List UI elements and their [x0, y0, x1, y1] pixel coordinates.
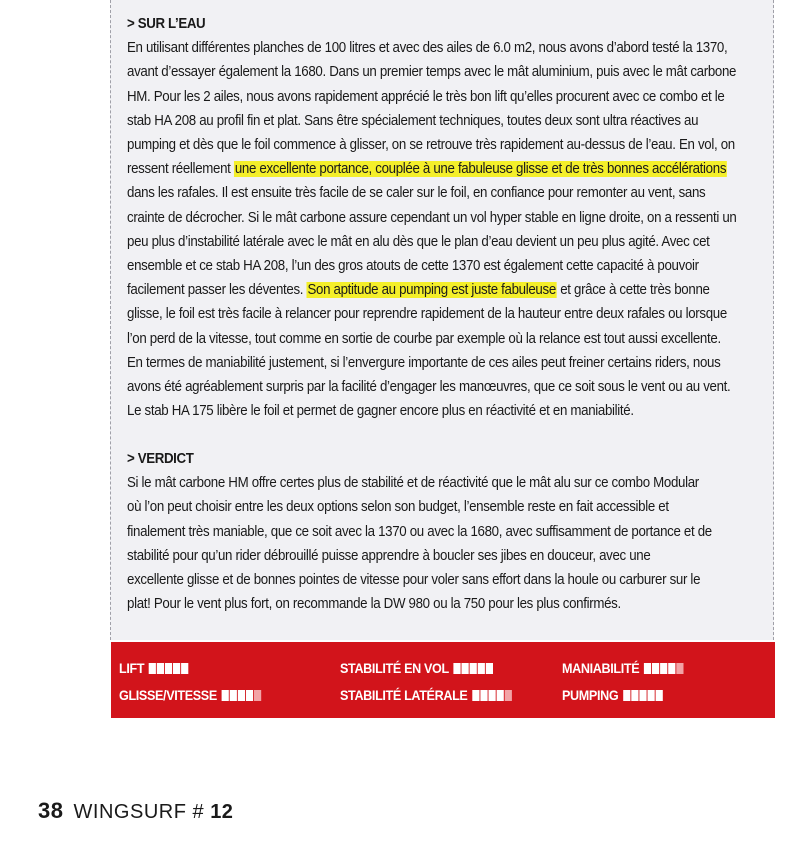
rating-squares: [472, 690, 512, 701]
rating-square-full: [486, 663, 493, 674]
page-number: 38: [38, 798, 64, 823]
text-segment: pumping et dès que le foil commence à glisser, on se retrouve très rapidement au-dessus de l’eau. En vol, on: [127, 137, 735, 154]
rating-square-full: [668, 663, 675, 674]
text-segment: ensemble et ce stab HA 208, l’un des gros atouts de cette 1370 est également cette capacité à pouvoir: [127, 258, 699, 275]
rating-square-half: [676, 663, 683, 674]
text-line: [127, 36, 769, 60]
rating-label: GLISSE/VITESSE: [119, 687, 217, 703]
text-line: [127, 278, 769, 302]
rating-squares: [623, 690, 663, 701]
highlighted-text: Son aptitude au pumping est juste fabuleuse: [307, 282, 556, 299]
text-line: [127, 133, 769, 157]
rating-square-half: [254, 690, 261, 701]
rating-square-full: [470, 663, 477, 674]
text-line: où l’on peut choisir entre les deux options selon son budget, l’ensemble reste en fait accessible et: [127, 499, 669, 516]
text-line: [127, 230, 769, 254]
issue-number: 12: [210, 801, 234, 823]
rating-stabilite-en-vol: [340, 660, 493, 676]
ratings-bar: [111, 642, 775, 718]
rating-square-full: [488, 690, 495, 701]
rating-square-full: [496, 690, 503, 701]
text-segment: ressent réellement: [127, 161, 234, 178]
text-segment: En termes de maniabilité justement, si l’envergure importante de ces ailes peut freiner certains riders, nous: [127, 354, 721, 371]
rating-square-full: [229, 690, 236, 701]
text-segment: peu plus d’instabilité latérale avec le mât en alu dès que le plan d’eau devient un peu plus agité. Avec cet: [127, 233, 710, 250]
rating-square-half: [504, 690, 511, 701]
text-segment: dans les rafales. Il est ensuite très facile de se caler sur le foil, en confiance pour remonter au vent, sans: [127, 185, 706, 202]
text-segment: avons été agréablement surpris par la facilité d’engager les manœuvres, que ce soit sous le vent ou au vent.: [127, 379, 731, 396]
section-title-sur-leau: > SUR L’EAU: [127, 16, 206, 32]
rating-square-full: [246, 690, 253, 701]
text-segment: crainte de décrocher. Si le mât carbone assure cependant un vol hyper stable en ligne droite, on a ressenti un: [127, 209, 737, 226]
text-line: [127, 181, 769, 205]
rating-square-full: [173, 663, 180, 674]
rating-squares: [453, 663, 493, 674]
text-line: [127, 254, 769, 278]
rating-square-full: [631, 690, 638, 701]
text-segment: et grâce à cette très bonne: [556, 282, 710, 299]
rating-square-full: [480, 690, 487, 701]
text-line: [127, 375, 769, 399]
rating-square-full: [623, 690, 630, 701]
text-line: [127, 302, 769, 326]
text-line: [127, 157, 769, 181]
rating-square-full: [639, 690, 646, 701]
rating-squares: [644, 663, 684, 674]
rating-glisse-vitesse: [119, 687, 261, 703]
text-segment: Le stab HA 175 libère le foil et permet de gagner encore plus en réactivité et en maniabilité.: [127, 403, 634, 420]
highlighted-text: une excellente portance, couplée à une fabuleuse glisse et de très bonnes accélérations: [234, 161, 727, 178]
rating-square-full: [453, 663, 460, 674]
rating-squares: [149, 663, 189, 674]
text-segment: En utilisant différentes planches de 100 litres et avec des ailes de 6.0 m2, nous avons d’abord testé la 1370,: [127, 40, 728, 57]
text-line: finalement très maniable, que ce soit avec la 1370 ou avec la 1680, avec suffisamment de portance et de: [127, 523, 712, 540]
text-line: [127, 109, 769, 133]
magazine-name: WINGSURF: [73, 801, 187, 823]
section-sur-leau: [127, 12, 769, 423]
text-line: [127, 206, 769, 230]
rating-square-full: [461, 663, 468, 674]
text-line: stabilité pour qu’un rider débrouillé puisse apprendre à boucler ses jibes en douceur, avec une: [127, 547, 651, 564]
rating-square-full: [472, 690, 479, 701]
text-segment: facilement passer les déventes.: [127, 282, 307, 299]
text-segment: glisse, le foil est très facile à relancer pour reprendre rapidement de la hauteur entre deux rafales ou lorsque: [127, 306, 727, 323]
text-segment: l’on perd de la vitesse, tout comme en sortie de courbe par exemple où la relance est tout aussi excellente.: [127, 330, 721, 347]
rating-square-full: [652, 663, 659, 674]
rating-label: STABILITÉ EN VOL: [340, 660, 449, 676]
text-line: [127, 60, 769, 84]
text-line: [127, 399, 769, 423]
rating-square-full: [478, 663, 485, 674]
rating-square-full: [647, 690, 654, 701]
text-line: [127, 327, 769, 351]
text-segment: HM. Pour les 2 ailes, nous avons rapidement apprécié le très bon lift qu’elles procurent avec ce combo et le: [127, 88, 725, 105]
section-verdict: [127, 447, 769, 616]
rating-squares: [221, 690, 261, 701]
rating-maniabilite: [562, 660, 683, 676]
rating-square-full: [157, 663, 164, 674]
section-body-sur-leau: [127, 36, 769, 423]
rating-square-full: [655, 690, 662, 701]
rating-label: MANIABILITÉ: [562, 660, 640, 676]
rating-square-full: [165, 663, 172, 674]
rating-label: STABILITÉ LATÉRALE: [340, 687, 468, 703]
section-body-verdict: [127, 471, 769, 616]
text-segment: stab HA 208 au profil fin et plat. Sans être spécialement techniques, toutes deux sont ultra réactives au: [127, 112, 699, 129]
rating-square-full: [238, 690, 245, 701]
rating-square-full: [221, 690, 228, 701]
section-title-verdict: > VERDICT: [127, 451, 194, 467]
text-line: Si le mât carbone HM offre certes plus de stabilité et de réactivité que le mât alu sur ce combo Modular: [127, 475, 699, 492]
text-line: [127, 85, 769, 109]
page-footer: [38, 798, 233, 824]
rating-square-full: [149, 663, 156, 674]
rating-square-full: [644, 663, 651, 674]
issue-prefix: #: [192, 801, 205, 823]
text-line: excellente glisse et de bonnes pointes de vitesse pour voler sans effort dans la houle ou carburer sur le: [127, 572, 701, 589]
rating-pumping: [562, 687, 662, 703]
rating-square-full: [181, 663, 188, 674]
text-line: [127, 351, 769, 375]
rating-lift: [119, 660, 188, 676]
rating-square-full: [660, 663, 667, 674]
rating-stabilite-laterale: [340, 687, 512, 703]
text-segment: avant d’essayer également la 1680. Dans un premier temps avec le mât aluminium, puis avec le mât carbone: [127, 64, 737, 81]
rating-label: LIFT: [119, 660, 145, 676]
rating-label: PUMPING: [562, 687, 619, 703]
text-line: plat! Pour le vent plus fort, on recommande la DW 980 ou la 750 pour les plus confirmés.: [127, 596, 621, 613]
